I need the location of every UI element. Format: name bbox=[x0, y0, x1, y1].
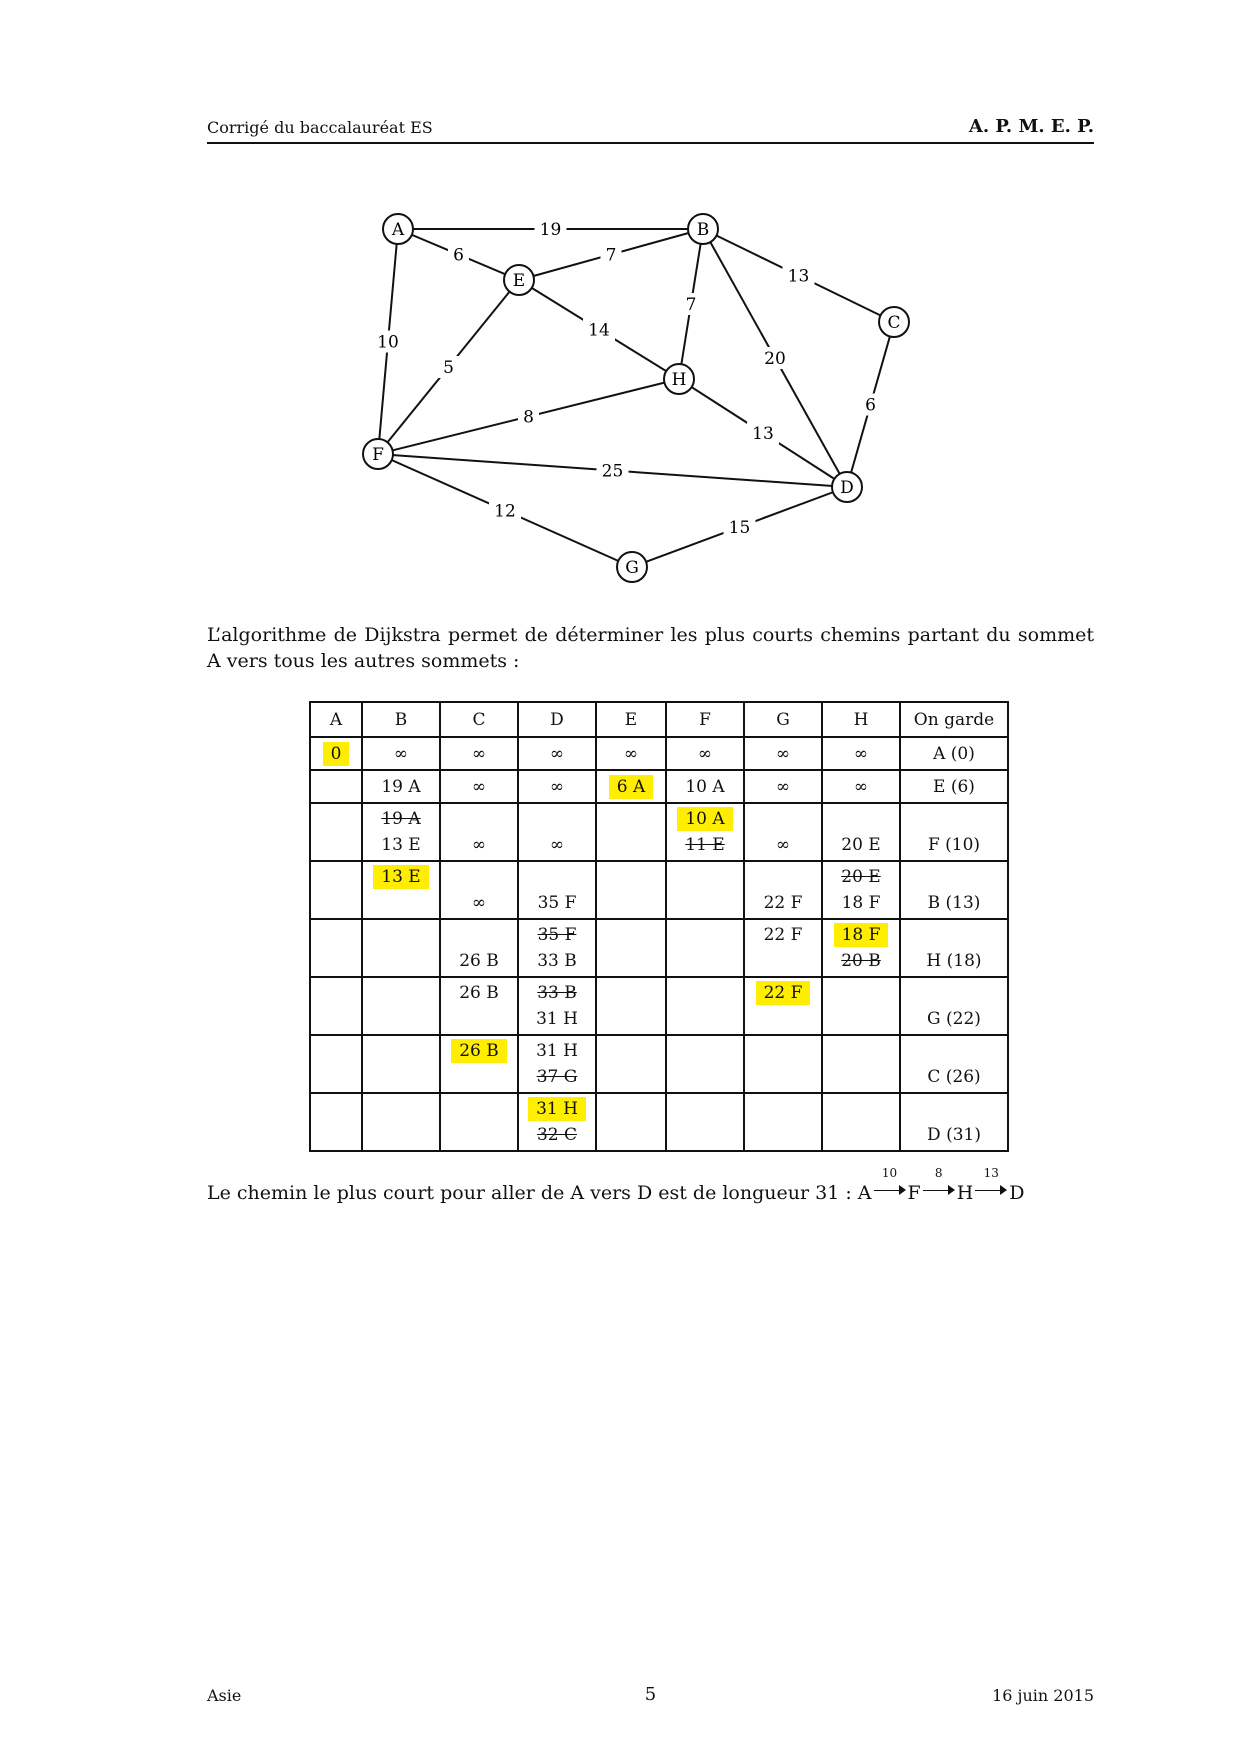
table-cell bbox=[744, 861, 822, 919]
table-cell bbox=[900, 861, 1008, 919]
cell-value: C (26) bbox=[927, 1067, 981, 1087]
footer-date: 16 juin 2015 bbox=[992, 1686, 1094, 1705]
cell-value: 26 B bbox=[459, 983, 499, 1003]
table-cell bbox=[518, 770, 596, 803]
discarded-value: 37 G bbox=[536, 1067, 578, 1087]
footer-location: Asie bbox=[207, 1686, 242, 1705]
graph-edge-FH bbox=[378, 379, 679, 454]
header-title: Corrigé du baccalauréat ES bbox=[207, 118, 433, 137]
table-cell bbox=[666, 919, 744, 977]
column-header: H bbox=[822, 702, 900, 737]
discarded-value: 20 B bbox=[841, 951, 881, 971]
graph-node-A bbox=[383, 214, 413, 244]
graph-edge-FD bbox=[378, 454, 847, 487]
table-cell bbox=[596, 1093, 666, 1151]
table-cell bbox=[518, 803, 596, 861]
table-row bbox=[310, 1035, 1008, 1093]
cell-value: 33 B bbox=[537, 951, 577, 971]
table-row bbox=[310, 1093, 1008, 1151]
graph-node-G bbox=[617, 552, 647, 582]
path-arrow bbox=[975, 1166, 1007, 1198]
column-header: F bbox=[666, 702, 744, 737]
cell-value: ∞ bbox=[471, 893, 487, 913]
conclusion-text: Le chemin le plus court pour aller de A vers D est de longueur 31 : bbox=[207, 1182, 852, 1204]
cell-value: H (18) bbox=[926, 951, 982, 971]
table-cell bbox=[666, 770, 744, 803]
graph-node-E bbox=[504, 265, 534, 295]
cell-value: ∞ bbox=[853, 776, 869, 797]
table-cell bbox=[822, 803, 900, 861]
table-cell bbox=[596, 737, 666, 770]
table-cell bbox=[900, 770, 1008, 803]
table-cell bbox=[744, 1093, 822, 1151]
table-cell bbox=[362, 1093, 440, 1151]
node-label: H bbox=[671, 370, 687, 390]
edge-weight: 5 bbox=[443, 358, 454, 378]
graph-edge-EH bbox=[519, 280, 679, 379]
edge-weight: 25 bbox=[601, 461, 624, 482]
table-cell bbox=[518, 919, 596, 977]
arrow-weight: 8 bbox=[934, 1166, 943, 1180]
edge-weight: 20 bbox=[764, 349, 786, 369]
table-row bbox=[310, 770, 1008, 803]
node-label: E bbox=[512, 271, 526, 291]
table-cell bbox=[362, 977, 440, 1035]
edge-weight: 10 bbox=[377, 332, 399, 353]
table-cell bbox=[310, 977, 362, 1035]
cell-value: ∞ bbox=[697, 743, 713, 764]
table-cell bbox=[440, 1093, 518, 1151]
cell-value: 10 A bbox=[685, 776, 725, 797]
cell-value: ∞ bbox=[775, 743, 791, 764]
table-cell bbox=[596, 1035, 666, 1093]
graph-edge-AF bbox=[372, 229, 404, 454]
table-cell bbox=[518, 1035, 596, 1093]
column-header: E bbox=[596, 702, 666, 737]
table-cell bbox=[440, 803, 518, 861]
table-cell bbox=[440, 919, 518, 977]
table-cell bbox=[822, 737, 900, 770]
table-row bbox=[310, 919, 1008, 977]
cell-value: 26 B bbox=[459, 951, 499, 971]
column-header: On garde bbox=[900, 702, 1008, 737]
discarded-value: 35 F bbox=[537, 925, 577, 945]
graph-node-H bbox=[664, 364, 694, 394]
path-node: H bbox=[956, 1182, 974, 1204]
cell-value: 31 H bbox=[536, 1009, 578, 1029]
table-cell bbox=[440, 861, 518, 919]
table-cell bbox=[744, 737, 822, 770]
graph-edge-GD bbox=[632, 487, 847, 567]
table-cell bbox=[518, 737, 596, 770]
table-body bbox=[310, 737, 1008, 1151]
edge-weight: 13 bbox=[752, 424, 774, 444]
table-cell bbox=[362, 1035, 440, 1093]
table-cell bbox=[518, 977, 596, 1035]
table-cell bbox=[518, 861, 596, 919]
table-cell bbox=[900, 977, 1008, 1035]
column-header: D bbox=[518, 702, 596, 737]
table-cell bbox=[362, 919, 440, 977]
edge-weight: 7 bbox=[685, 295, 697, 315]
edge-weight: 14 bbox=[588, 320, 610, 341]
table-cell bbox=[440, 770, 518, 803]
edge-weight: 15 bbox=[728, 518, 751, 538]
table-cell bbox=[596, 861, 666, 919]
cell-value: ∞ bbox=[549, 835, 565, 855]
cell-value: D (31) bbox=[927, 1125, 981, 1145]
table-cell bbox=[744, 803, 822, 861]
arrow-weight: 10 bbox=[881, 1166, 898, 1180]
cell-value: 22 F bbox=[763, 893, 803, 913]
cell-value: ∞ bbox=[775, 835, 791, 855]
table-row bbox=[310, 861, 1008, 919]
node-label: C bbox=[887, 313, 901, 333]
table-cell bbox=[744, 770, 822, 803]
edge-weight: 12 bbox=[494, 501, 516, 522]
column-header: C bbox=[440, 702, 518, 737]
table-cell bbox=[440, 977, 518, 1035]
kept-value: 13 E bbox=[373, 865, 428, 889]
node-label: F bbox=[372, 445, 384, 465]
table-cell bbox=[596, 803, 666, 861]
cell-value: ∞ bbox=[549, 776, 565, 797]
cell-value: F (10) bbox=[927, 835, 981, 855]
table-cell bbox=[310, 861, 362, 919]
graph-node-B bbox=[688, 214, 718, 244]
table-cell bbox=[744, 919, 822, 977]
column-header: G bbox=[744, 702, 822, 737]
table-cell bbox=[362, 770, 440, 803]
table-cell bbox=[900, 1093, 1008, 1151]
kept-value: 26 B bbox=[451, 1039, 507, 1063]
cell-value: ∞ bbox=[393, 743, 409, 764]
table-cell bbox=[822, 977, 900, 1035]
table-row bbox=[310, 977, 1008, 1035]
graph-edge-AE bbox=[398, 229, 519, 280]
cell-value: 22 F bbox=[763, 925, 803, 945]
path-node: D bbox=[1009, 1182, 1025, 1204]
discarded-value: 19 A bbox=[381, 809, 421, 829]
kept-value: 0 bbox=[323, 742, 350, 766]
table-header-row bbox=[310, 702, 1008, 737]
table-cell bbox=[362, 861, 440, 919]
graph-edge-HD bbox=[679, 379, 847, 487]
table-cell bbox=[362, 803, 440, 861]
cell-value: 31 H bbox=[536, 1041, 578, 1061]
cell-value: A (0) bbox=[933, 743, 975, 764]
table-cell bbox=[744, 1035, 822, 1093]
conclusion bbox=[207, 1166, 1025, 1204]
table-cell bbox=[822, 770, 900, 803]
node-label: D bbox=[840, 478, 854, 498]
path-arrow bbox=[923, 1166, 955, 1198]
kept-value: 22 F bbox=[756, 981, 811, 1005]
table-cell bbox=[900, 803, 1008, 861]
table-cell bbox=[440, 737, 518, 770]
table-cell bbox=[900, 737, 1008, 770]
cell-value: 13 E bbox=[381, 835, 421, 855]
kept-value: 10 A bbox=[677, 807, 732, 831]
edge-weight: 6 bbox=[453, 245, 464, 266]
column-header: B bbox=[362, 702, 440, 737]
kept-value: 6 A bbox=[609, 775, 654, 799]
cell-value: B (13) bbox=[927, 893, 981, 913]
graph-edge-AB bbox=[398, 218, 703, 240]
table-cell bbox=[596, 770, 666, 803]
table-cell bbox=[518, 1093, 596, 1151]
path-arrow bbox=[874, 1166, 906, 1198]
table-cell bbox=[310, 803, 362, 861]
graph-edge-BH bbox=[679, 229, 703, 379]
table-cell bbox=[666, 977, 744, 1035]
shortest-path bbox=[857, 1166, 1025, 1204]
table-cell bbox=[822, 1093, 900, 1151]
arrow-weight: 13 bbox=[983, 1166, 999, 1180]
table-cell bbox=[900, 1035, 1008, 1093]
column-header: A bbox=[310, 702, 362, 737]
node-label: A bbox=[391, 220, 405, 240]
table-cell bbox=[310, 1035, 362, 1093]
graph-edge-BC bbox=[703, 229, 894, 322]
path-node: A bbox=[857, 1182, 872, 1204]
cell-value: ∞ bbox=[471, 835, 487, 855]
table-cell bbox=[596, 977, 666, 1035]
cell-value: ∞ bbox=[471, 743, 487, 764]
graph-edge-CD bbox=[847, 322, 894, 487]
intro-paragraph: L’algorithme de Dijkstra permet de déterminer les plus courts chemins partant du sommet A vers tous les autres sommets : bbox=[207, 624, 1094, 672]
table-cell bbox=[666, 1035, 744, 1093]
table-cell bbox=[900, 919, 1008, 977]
cell-value: E (6) bbox=[933, 776, 975, 797]
weighted-graph bbox=[0, 0, 1240, 600]
node-label: G bbox=[625, 558, 639, 578]
table-row bbox=[310, 803, 1008, 861]
cell-value: ∞ bbox=[853, 743, 869, 764]
kept-value: 31 H bbox=[528, 1097, 586, 1121]
table-cell bbox=[666, 1093, 744, 1151]
table-cell bbox=[822, 919, 900, 977]
table-cell bbox=[822, 861, 900, 919]
graph-edge-EF bbox=[378, 280, 519, 454]
kept-value: 18 F bbox=[834, 923, 889, 947]
edge-weight: 7 bbox=[605, 245, 617, 266]
table-cell bbox=[666, 861, 744, 919]
table-cell bbox=[440, 1035, 518, 1093]
cell-value: 18 F bbox=[841, 893, 881, 913]
dijkstra-table bbox=[309, 701, 1009, 1152]
graph-edge-BD bbox=[703, 229, 847, 487]
table-cell bbox=[596, 919, 666, 977]
page-number: 5 bbox=[644, 1684, 657, 1705]
node-label: B bbox=[696, 220, 710, 240]
cell-value: ∞ bbox=[471, 776, 487, 797]
table-cell bbox=[666, 737, 744, 770]
table-cell bbox=[362, 737, 440, 770]
cell-value: ∞ bbox=[775, 776, 791, 797]
table-cell bbox=[310, 737, 362, 770]
discarded-value: 32 C bbox=[536, 1125, 578, 1145]
discarded-value: 11 E bbox=[685, 835, 725, 855]
table-cell bbox=[822, 1035, 900, 1093]
cell-value: 20 E bbox=[841, 835, 881, 855]
cell-value: ∞ bbox=[623, 743, 639, 764]
graph-node-C bbox=[879, 307, 909, 337]
graph-node-D bbox=[832, 472, 862, 502]
table-cell bbox=[310, 1093, 362, 1151]
table-cell bbox=[310, 770, 362, 803]
cell-value: 19 A bbox=[381, 776, 421, 797]
graph-node-F bbox=[363, 439, 393, 469]
edge-weight: 8 bbox=[523, 407, 534, 428]
table-cell bbox=[310, 919, 362, 977]
table-cell bbox=[666, 803, 744, 861]
discarded-value: 20 E bbox=[841, 867, 881, 887]
edge-weight: 13 bbox=[787, 266, 810, 287]
cell-value: 35 F bbox=[537, 893, 577, 913]
graph-edge-FG bbox=[378, 454, 632, 567]
discarded-value: 33 B bbox=[537, 983, 577, 1003]
edge-weight: 19 bbox=[539, 220, 562, 240]
header-org: A. P. M. E. P. bbox=[968, 116, 1094, 137]
table-cell bbox=[744, 977, 822, 1035]
cell-value: ∞ bbox=[549, 743, 565, 764]
table-row bbox=[310, 737, 1008, 770]
cell-value: G (22) bbox=[927, 1009, 981, 1029]
edge-weight: 6 bbox=[865, 395, 876, 416]
path-node: F bbox=[907, 1182, 921, 1204]
